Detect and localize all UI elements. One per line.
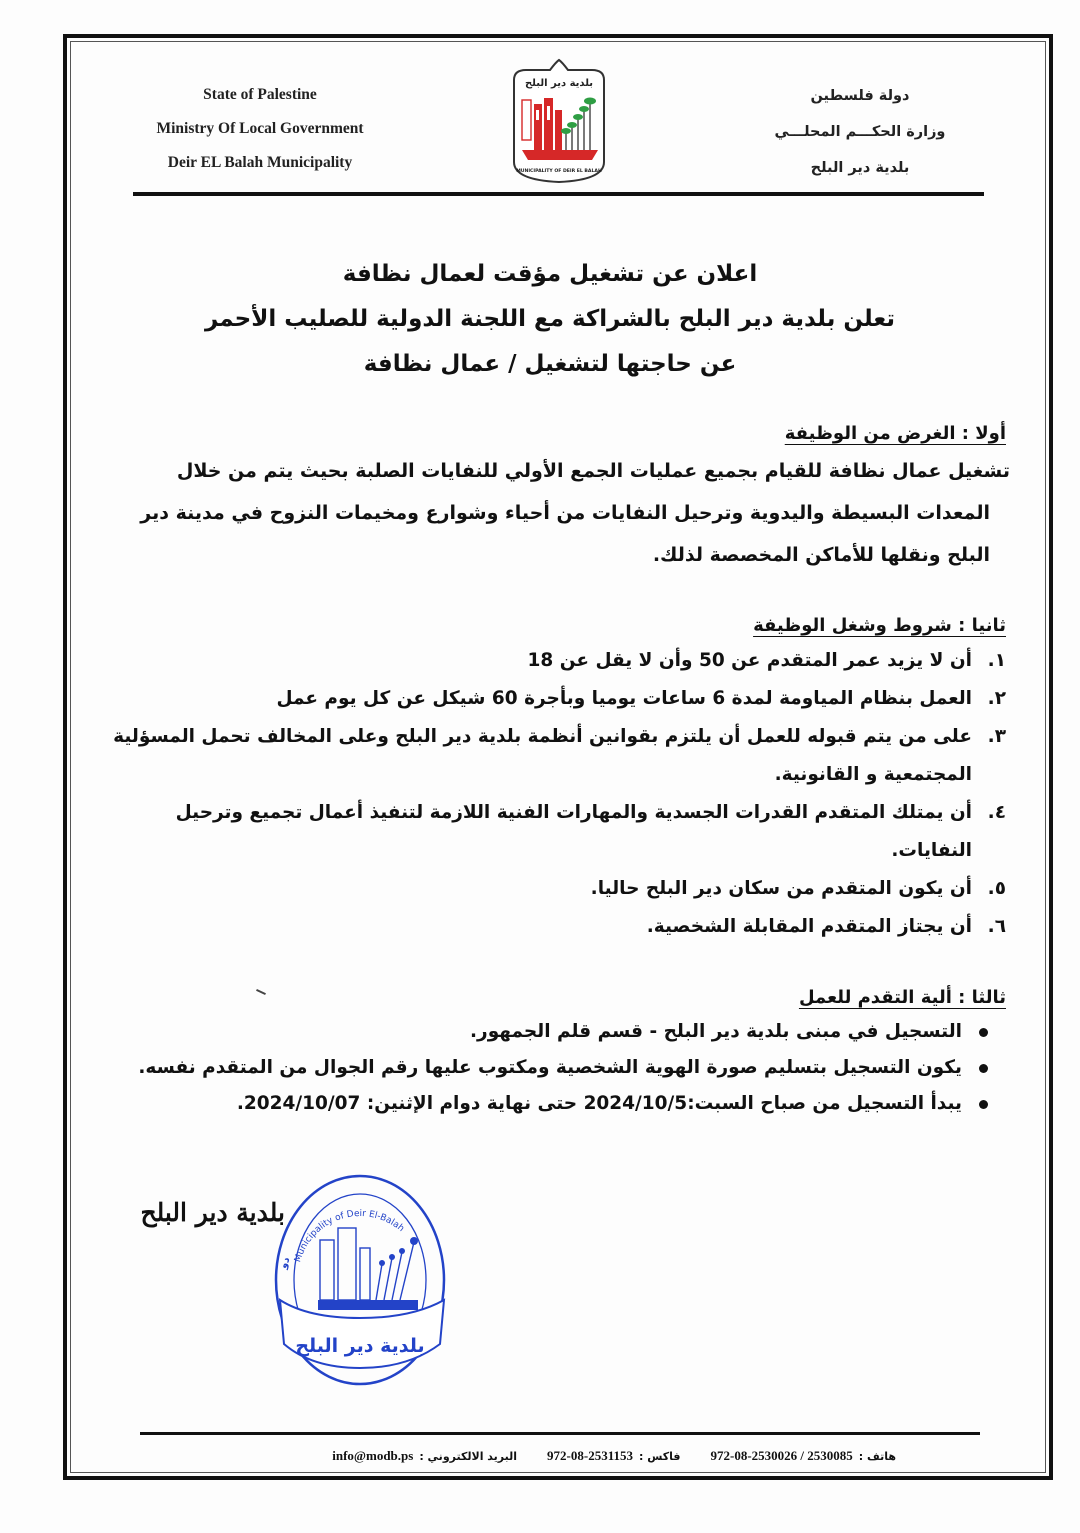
- condition-item: [92, 680, 1010, 718]
- condition-text: أن يجتاز المتقدم المقابلة الشخصية.: [646, 916, 972, 937]
- header-english-line-1: State of Palestine: [203, 86, 317, 103]
- fax-value: 972-08-2531153: [547, 1448, 633, 1463]
- application-text: التسجيل في مبنى بلدية دير البلح - قسم قلم الجمهور.: [470, 1021, 962, 1042]
- header-english: [125, 78, 395, 180]
- header-english-line-2: Ministry Of Local Government: [156, 120, 364, 137]
- municipality-logo-icon: [500, 58, 618, 190]
- stamp-outer-text: دو: [278, 1255, 293, 1271]
- condition-item: [92, 908, 1010, 946]
- stamp-banner-text: بلدية دير البلح: [295, 1335, 425, 1357]
- condition-number: ١.: [987, 650, 1006, 671]
- official-stamp-icon: [268, 1168, 453, 1393]
- announcement-subtitle-2: عن حاجتها لتشغيل / عمال نظافة: [363, 351, 737, 377]
- header-arabic: [760, 78, 960, 186]
- application-text: يكون التسجيل بتسليم صورة الهوية الشخصية ومكتوب عليها رقم الجوال من المتقدم نفسه.: [138, 1057, 962, 1078]
- footer-divider: [140, 1432, 980, 1435]
- announcement-subtitle: تعلن بلدية دير البلح بالشراكة مع اللجنة الدولية للصليب الأحمر: [204, 306, 896, 332]
- section-conditions-title: ثانيا : شروط وشغل الوظيفة: [753, 615, 1006, 636]
- phone-value: 972-08-2530026 / 2530085: [710, 1448, 853, 1463]
- bullet-icon: [979, 1064, 988, 1073]
- application-item: [92, 1050, 1010, 1086]
- purpose-line-1: تشغيل عمال نظافة للقيام بجميع عمليات الجمع الأولي للنفايات الصلبة بحيث يتم من خلال: [176, 460, 1010, 482]
- conditions-list: [92, 642, 1010, 946]
- condition-text: أن يكون المتقدم من سكان دير البلح حاليا.: [590, 878, 972, 899]
- condition-item: [92, 642, 1010, 680]
- email-link[interactable]: info@modb.ps: [332, 1448, 414, 1463]
- section-conditions: [92, 610, 1010, 946]
- condition-text: أن لا يزيد عمر المتقدم عن 50 وأن لا يقل عن 18: [527, 650, 972, 671]
- stamp-english-text: Municipality of Deir El-Balah: [293, 1208, 406, 1264]
- bullet-icon: [979, 1100, 988, 1109]
- application-item: [92, 1086, 1010, 1122]
- phone-label: هاتف :: [858, 1450, 896, 1463]
- condition-number: ٣.: [987, 726, 1006, 747]
- condition-item: [92, 718, 1010, 794]
- condition-text: على من يتم قبوله للعمل أن يلتزم بقوانين أنظمة بلدية دير البلح وعلى المخالف تحمل المسؤلية المجتمعية و القانونية.: [113, 726, 972, 785]
- section-purpose: [92, 418, 1010, 576]
- header-divider: [133, 192, 984, 196]
- section-purpose-title: أولا : الغرض من الوظيفة: [784, 423, 1006, 444]
- bullet-icon: [979, 1028, 988, 1037]
- purpose-line-3: البلح ونقلها للأماكن المخصصة لذلك.: [652, 544, 990, 566]
- condition-number: ٢.: [987, 688, 1006, 709]
- application-list: [92, 1014, 1010, 1122]
- announcement-titles: [110, 252, 990, 387]
- header-arabic-line-3: بلدية دير البلح: [810, 160, 910, 176]
- section-application-title: ثالثا : ألية التقدم للعمل: [798, 987, 1006, 1008]
- purpose-line-2: المعدات البسيطة واليدوية وترحيل النفايات من أحياء وشوارع ومخيمات النزوح في مدينة دير: [140, 502, 990, 524]
- header-arabic-line-1: دولة فلسطين: [810, 88, 910, 104]
- header-english-line-3: Deir EL Balah Municipality: [167, 154, 353, 171]
- section-purpose-text: [92, 450, 1010, 576]
- condition-number: ٤.: [987, 802, 1006, 823]
- condition-item: [92, 870, 1010, 908]
- condition-number: ٥.: [987, 878, 1006, 899]
- email-label: البريد الالكتروني :: [419, 1450, 518, 1463]
- application-text: يبدأ التسجيل من صباح السبت:2024/10/5 حتى نهاية دوام الإثنين: 2024/10/07.: [236, 1093, 962, 1114]
- application-item: [92, 1014, 1010, 1050]
- fax-label: فاكس :: [638, 1450, 681, 1463]
- header-arabic-line-2: وزارة الحكـــم المحلـــي: [774, 124, 946, 140]
- logo-arabic-text: بلدية دير البلح: [524, 78, 594, 89]
- logo-english-text: MUNICIPALITY OF DEIR EL BALAH: [516, 169, 602, 174]
- condition-item: [92, 794, 1010, 870]
- section-application: [92, 982, 1010, 1122]
- condition-text: العمل بنظام المياومة لمدة 6 ساعات يوميا وبأجرة 60 شيكل عن كل يوم عمل: [276, 688, 972, 709]
- announcement-title: اعلان عن تشغيل مؤقت لعمال نظافة: [342, 261, 758, 287]
- condition-number: ٦.: [987, 916, 1006, 937]
- signature-text: بلدية دير البلح: [140, 1198, 285, 1227]
- condition-text: أن يمتلك المتقدم القدرات الجسدية والمهارات الفنية اللازمة لتنفيذ أعمال تجميع وترحيل النفايات.: [175, 802, 972, 861]
- footer-contact: [236, 1448, 896, 1464]
